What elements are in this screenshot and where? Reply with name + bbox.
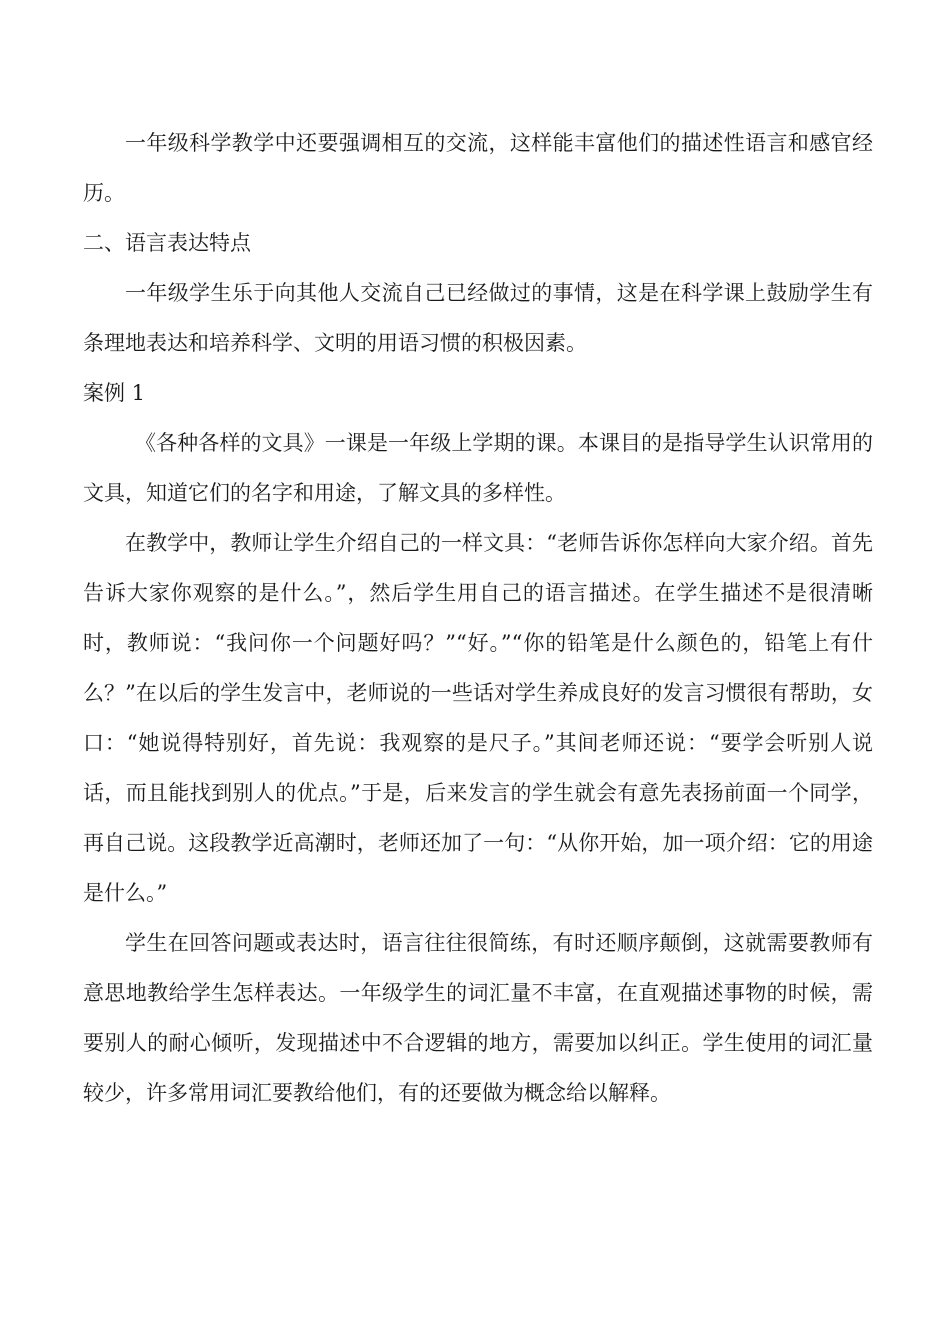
paragraph-teaching-dialogue: 在教学中，教师让学生介绍自己的一样文具：“老师告诉你怎样向大家介绍。首先告诉大家你观察的是什么。”，然后学生用自己的语言描述。在学生描述不是很清晰时，教师说：“我问你一个问题好吗？”“好。”“你的铅笔是什么颜色的，铅笔上有什么？”在以后的学生发言中，老师说的一些话对学生养成良好的发言习惯很有帮助，女口：“她说得特别好，首先说：我观察的是尺子。”其间老师还说：“要学会听别人说话，而且能找到别人的优点。”于是，后来发言的学生就会有意先表扬前面一个同学，再自己说。这段教学近高潮时，老师还加了一句：“从你开始，加一项介绍：它的用途是什么。” bbox=[83, 531, 873, 905]
paragraph-language-features: 一年级学生乐于向其他人交流自己已经做过的事情，这是在科学课上鼓励学生有条理地表达和培养科学、文明的用语习惯的积极因素。 bbox=[83, 281, 873, 355]
case-label: 案例 1 bbox=[83, 381, 146, 405]
paragraph-expression-guidance: 学生在回答问题或表达时，语言往往很简练，有时还顺序颠倒，这就需要教师有意思地教给学生怎样表达。一年级学生的词汇量不丰富，在直观描述事物的时候，需要别人的耐心倾听，发现描述中不合逻辑的地方，需要加以纠正。学生使用的词汇量较少，许多常用词汇要教给他们，有的还要做为概念给以解释。 bbox=[83, 931, 873, 1105]
document-body bbox=[83, 118, 873, 1118]
paragraph-case-intro: 《各种各样的文具》一课是一年级上学期的课。本课目的是指导学生认识常用的文具，知道它们的名字和用途，了解文具的多样性。 bbox=[83, 431, 873, 505]
section-heading-language: 二、语言表达特点 bbox=[83, 231, 251, 255]
paragraph-communication: 一年级科学教学中还要强调相互的交流，这样能丰富他们的描述性语言和感官经历。 bbox=[83, 131, 873, 205]
